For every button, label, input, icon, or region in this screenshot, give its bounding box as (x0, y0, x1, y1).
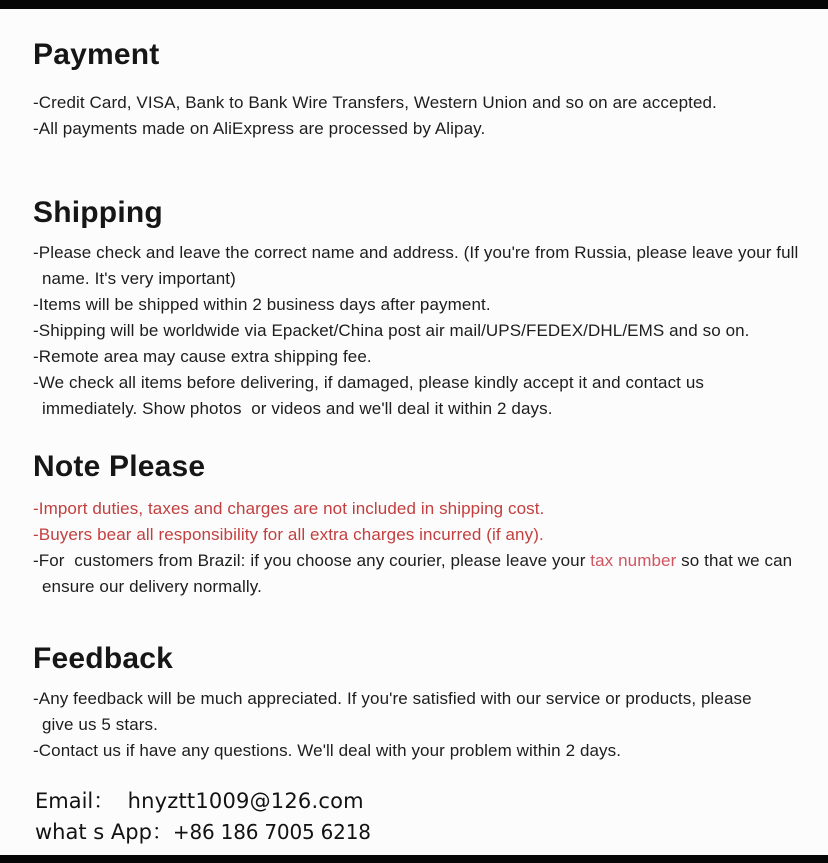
text-line: -Any feedback will be much appreciated. If you're satisfied with our service or products, please (33, 689, 752, 708)
text-line: -Contact us if have any questions. We'll deal with your problem within 2 days. (33, 741, 622, 760)
tax-number-highlight: tax number (590, 551, 677, 570)
text-line: -Remote area may cause extra shipping fee. (33, 347, 372, 366)
text-line: -Credit Card, VISA, Bank to Bank Wire Transfers, Western Union and so on are accepted. (33, 93, 717, 112)
brazil-text-prefix: -For customers from Brazil: if you choose any courier, please leave your (33, 551, 591, 570)
text-line: immediately. Show photos or videos and we'll deal it within 2 days. (42, 399, 553, 418)
email-value: hnyztt1009@126.com (127, 789, 364, 813)
text-line: -Please check and leave the correct name and address. (If you're from Russia, please leave your full (33, 243, 799, 262)
text-line: give us 5 stars. (42, 715, 158, 734)
section-payment (33, 36, 808, 142)
email-label: Email： (35, 789, 128, 813)
shipping-title: Shipping (33, 196, 163, 229)
text-line: ensure our delivery normally. (42, 577, 262, 596)
note-please-title: Note Please (33, 450, 206, 483)
contact-whatsapp-line (35, 817, 808, 848)
contact-block (33, 786, 808, 848)
bottom-black-bar (0, 855, 828, 863)
text-line: name. It's very important) (42, 269, 236, 288)
contact-email-line (35, 786, 808, 817)
top-black-bar (0, 0, 828, 9)
text-line-red: -Import duties, taxes and charges are not included in shipping cost. (33, 499, 545, 518)
section-shipping (33, 194, 808, 422)
text-line: -We check all items before delivering, if damaged, please kindly accept it and contact us (33, 373, 704, 392)
section-feedback (33, 640, 808, 764)
text-line: -Items will be shipped within 2 business days after payment. (33, 295, 491, 314)
whatsapp-value: +86 186 7005 6218 (172, 820, 371, 844)
text-line-brazil (33, 548, 808, 574)
text-line-red: -Buyers bear all responsibility for all extra charges incurred (if any). (33, 525, 544, 544)
section-note-please (33, 448, 808, 600)
text-line: -All payments made on AliExpress are processed by Alipay. (33, 119, 486, 138)
whatsapp-label: what s App： (35, 820, 173, 844)
feedback-title: Feedback (33, 642, 173, 675)
payment-title: Payment (33, 38, 160, 71)
text-line: -Shipping will be worldwide via Epacket/China post air mail/UPS/FEDEX/DHL/EMS and so on. (33, 321, 750, 340)
brazil-text-suffix: so that we can (676, 551, 793, 570)
